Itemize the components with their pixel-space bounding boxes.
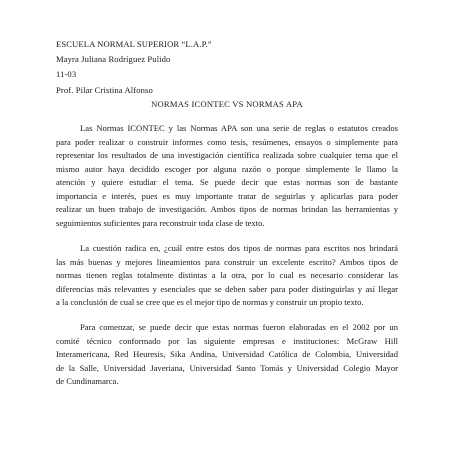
paragraph-line: Las Normas ICONTEC y las Normas APA son una serie de reglas o estatutos creados <box>80 123 398 133</box>
paragraph-line: de la Salle, Universidad Javeriana, Universidad Santo Tomás y Universidad Colegio Mayor <box>56 362 398 373</box>
paragraph-3 <box>56 321 398 389</box>
paragraph-line: para poder realizar o construir informes como tesis, resúmenes, ensayos o simplemente para <box>56 136 398 147</box>
paragraph-line: comité técnico conformado por las siguiente empresas e instituciones: McGraw Hill <box>56 335 398 346</box>
group-number: 11-03 <box>56 69 77 80</box>
document-title: NORMAS ICONTEC VS NORMAS APA <box>151 99 303 109</box>
paragraph-1 <box>56 122 398 230</box>
paragraph-line: a la conclusión de cual se cree que es el mejor tipo de normas y construir un propio texto. <box>56 297 364 308</box>
teacher-name: Prof. Pilar Cristina Alfonso <box>56 84 153 95</box>
school-name: ESCUELA NORMAL SUPERIOR “L.A.P.” <box>56 39 212 49</box>
document-header <box>56 37 396 98</box>
paragraph-line: realizar un buen trabajo de investigación. Ambos tipos de normas brindan las herramientas y <box>56 204 398 215</box>
paragraph-line: las más buenas y mejores lineamientos para construir un excelente escrito? Ambos tipos de <box>56 256 398 267</box>
paragraph-line: La cuestión radica en, ¿cuál entre estos dos tipos de normas para escritos nos brindará <box>80 243 398 253</box>
paragraph-line: Para comenzar, se puede decir que estas normas fueron elaboradas en el 2002 por un <box>80 322 398 332</box>
paragraph-line: atención y quiere estudiar el tema. Se puede decir que estas normas son de bastante <box>56 177 398 188</box>
paragraph-line: de Cundinamarca. <box>56 376 119 387</box>
paragraph-line: seguimientos suficientes para reconstruir toda clase de texto. <box>56 217 265 228</box>
paragraph-line: diferencias más relevantes y esenciales que se deben saber para poder distinguirlas y así llegar <box>56 283 398 294</box>
paragraph-line: Interamericana, Red Heuresis, Sika Andina, Universidad Católica de Colombia, Universidad <box>56 349 398 360</box>
paragraph-line: mismo autor haya decidido escoger por alguna razón o porque simplemente le llamo la <box>56 163 398 174</box>
paragraph-line: importancia e interés, pues es muy importante tratar de seguirlas y aplicarlas para poder <box>56 190 398 201</box>
paragraph-line: representar los resultados de una investigación científica realizada sobre cualquier tema que el <box>56 150 398 161</box>
student-name: Mayra Juliana Rodríguez Pulido <box>56 54 171 65</box>
paragraph-line: normas tienen reglas totalmente distintas a la otra, por lo cual es necesario considerar las <box>56 270 398 281</box>
paragraph-2 <box>56 242 398 310</box>
